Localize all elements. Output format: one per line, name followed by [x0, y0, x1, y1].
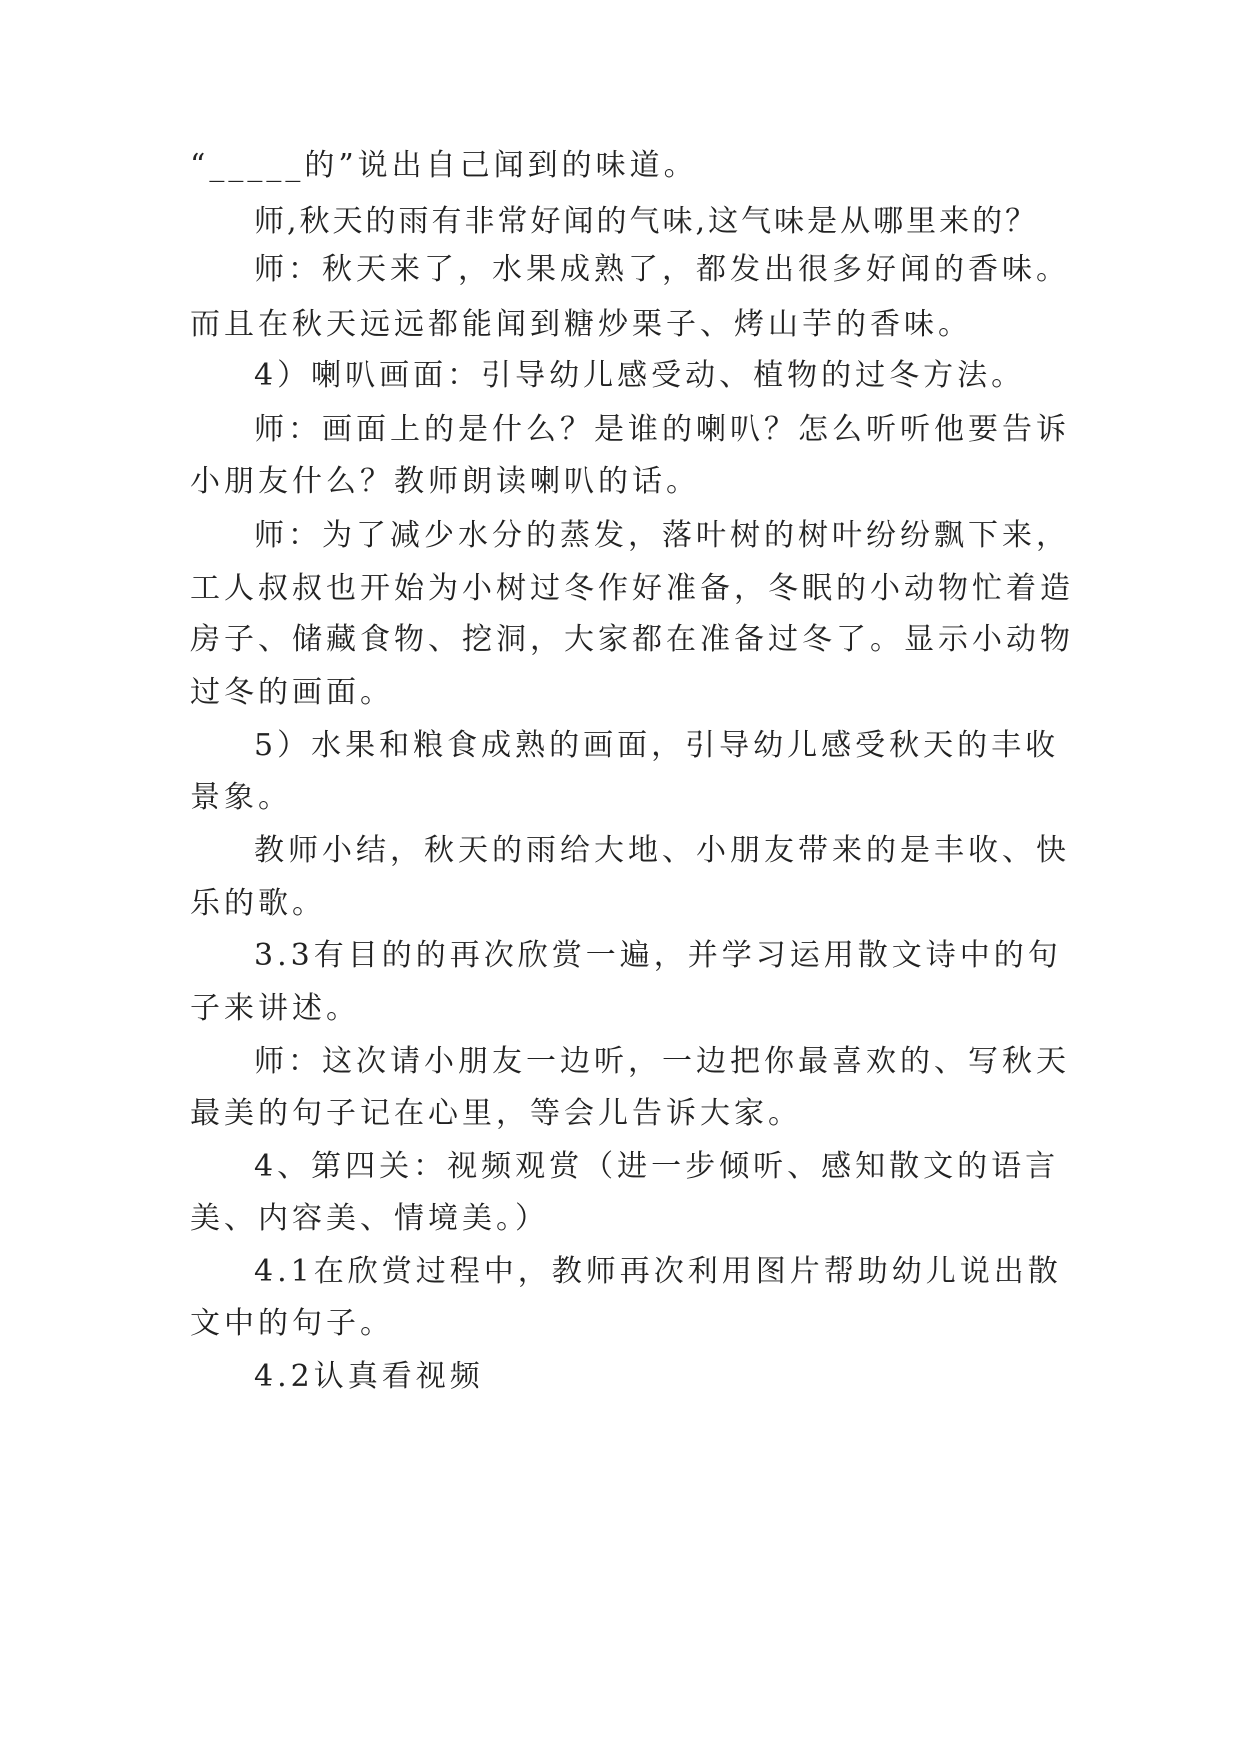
text-line: “_____的”说出自己闻到的味道。 [190, 148, 698, 183]
text-line: 美、内容美、情境美。） [190, 1201, 549, 1236]
text-line: 过冬的画面。 [190, 675, 394, 710]
text-line: 而且在秋天远远都能闻到糖炒栗子、烤山芋的香味。 [190, 307, 972, 342]
text-line: 乐的歌。 [190, 886, 326, 921]
text-line: 师：这次请小朋友一边听，一边把你最喜欢的、写秋天 [254, 1044, 1070, 1079]
text-line: 师,秋天的雨有非常好闻的气味,这气味是从哪里来的？ [254, 204, 1039, 239]
text-line: 4.2认真看视频 [254, 1359, 484, 1394]
text-line: 3.3有目的的再次欣赏一遍，并学习运用散文诗中的句 [254, 938, 1062, 973]
text-line: 4、第四关：视频观赏（进一步倾听、感知散文的语言 [254, 1149, 1060, 1184]
text-line: 师：画面上的是什么？是谁的喇叭？怎么听听他要告诉 [254, 412, 1070, 447]
text-line: 子来讲述。 [190, 991, 360, 1026]
text-line: 房子、储藏食物、挖洞，大家都在准备过冬了。显示小动物 [190, 622, 1074, 657]
text-line: 教师小结，秋天的雨给大地、小朋友带来的是丰收、快 [254, 833, 1070, 868]
text-line: 5）水果和粮食成熟的画面，引导幼儿感受秋天的丰收 [254, 728, 1060, 763]
text-line: 文中的句子。 [190, 1306, 394, 1341]
text-line: 师：秋天来了，水果成熟了，都发出很多好闻的香味。 [254, 252, 1070, 287]
text-line: 工人叔叔也开始为小树过冬作好准备，冬眠的小动物忙着造 [190, 571, 1074, 606]
text-line: 小朋友什么？教师朗读喇叭的话。 [190, 464, 700, 499]
text-line: 景象。 [190, 780, 292, 815]
text-line: 4.1在欣赏过程中，教师再次利用图片帮助幼儿说出散 [254, 1254, 1062, 1289]
text-line: 师：为了减少水分的蒸发，落叶树的树叶纷纷飘下来， [254, 518, 1070, 553]
text-line: 最美的句子记在心里，等会儿告诉大家。 [190, 1096, 802, 1131]
text-line: 4）喇叭画面：引导幼儿感受动、植物的过冬方法。 [254, 358, 1026, 393]
